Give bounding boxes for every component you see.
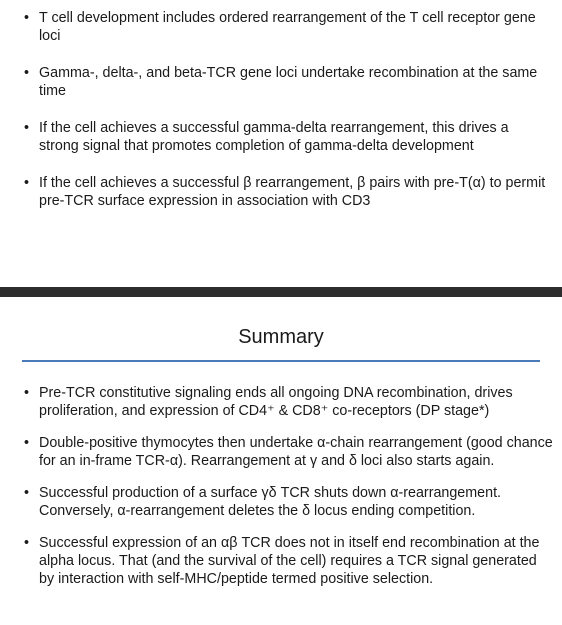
slide-bottom	[0, 297, 562, 625]
bullet-marker: •	[24, 175, 30, 191]
bullet-marker: •	[24, 435, 30, 451]
summary-bullet-text: Successful expression of an αβ TCR does not in itself end recombination at the alpha locus. That (and the survival of the cell) requires a TCR signal generated by interaction with self-MHC/peptide termed positive selection.	[39, 535, 540, 587]
top-bullet-text: T cell development includes ordered rearrangement of the T cell receptor gene loci	[39, 10, 536, 44]
summary-bullet-text: Double-positive thymocytes then undertake α-chain rearrangement (good chance for an in-frame TCR-α). Rearrangement at γ and δ loci also starts again.	[39, 435, 553, 469]
summary-bullet-item	[24, 534, 554, 588]
bullet-marker: •	[24, 10, 30, 26]
slide-title: Summary	[238, 326, 324, 348]
bullet-marker: •	[24, 120, 30, 136]
top-bullet-text: If the cell achieves a successful gamma-delta rearrangement, this drives a strong signal that promotes completion of gamma-delta development	[39, 120, 509, 154]
bullet-marker: •	[24, 65, 30, 81]
summary-bullet-item	[24, 484, 554, 520]
top-bullet-text: If the cell achieves a successful β rearrangement, β pairs with pre-T(α) to permit pre-TCR surface expression in association with CD3	[39, 175, 546, 209]
bullet-marker: •	[24, 385, 30, 401]
top-bullet-item	[24, 174, 549, 210]
bullet-marker: •	[24, 485, 30, 501]
top-bullet-item	[24, 9, 549, 45]
top-bullet-item	[24, 119, 549, 155]
bullet-marker: •	[24, 535, 30, 551]
top-bullet-item	[24, 64, 549, 100]
slide-divider	[0, 287, 562, 297]
top-bullet-list	[24, 9, 549, 229]
title-underline	[22, 360, 540, 362]
summary-bullet-text: Pre-TCR constitutive signaling ends all ongoing DNA recombination, drives proliferation, and expression of CD4⁺ & CD8⁺ co-receptors (DP stage*)	[39, 385, 513, 419]
slide-top	[0, 0, 562, 287]
summary-bullet-item	[24, 434, 554, 470]
summary-bullet-text: Successful production of a surface γδ TCR shuts down α-rearrangement. Conversely, α-rearrangement deletes the δ locus ending competition.	[39, 485, 502, 519]
summary-bullet-list	[24, 384, 554, 602]
top-bullet-text: Gamma-, delta-, and beta-TCR gene loci undertake recombination at the same time	[39, 65, 538, 99]
summary-bullet-item	[24, 384, 554, 420]
